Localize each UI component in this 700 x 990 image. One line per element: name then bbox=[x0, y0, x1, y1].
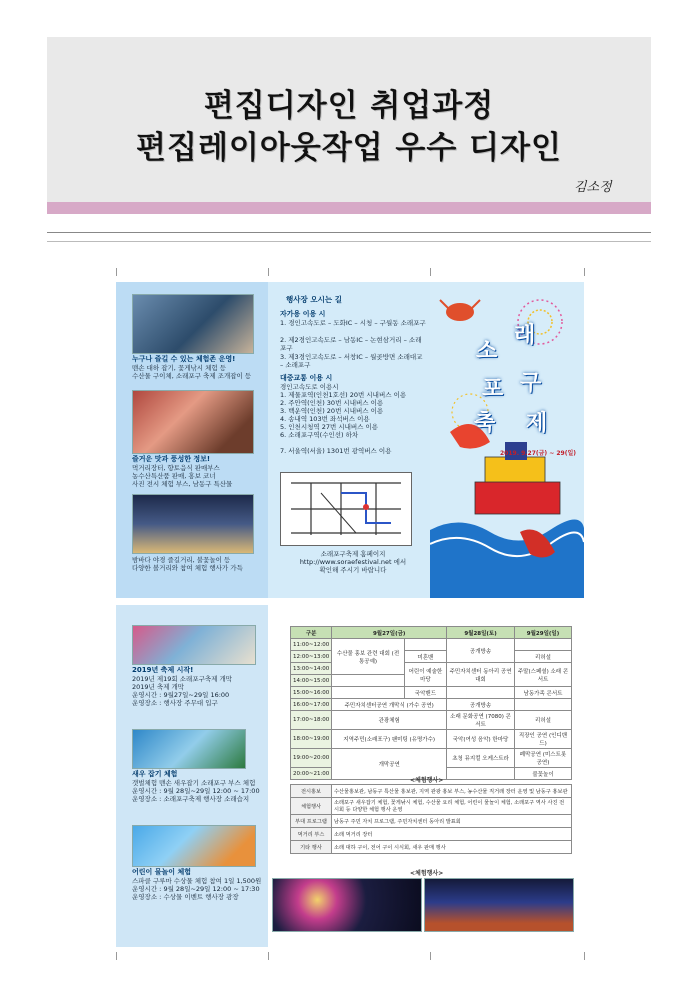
car-title: 자가용 이용 시 bbox=[280, 310, 326, 318]
table-row bbox=[291, 828, 572, 841]
table-row bbox=[291, 749, 572, 768]
item1-title: 누구나 즐길 수 있는 체험존 운영! bbox=[132, 355, 236, 363]
schedule-cell: 폐막공연 (미스트롯 공연) bbox=[515, 749, 572, 768]
schedule-cell: 공개방송 bbox=[447, 639, 515, 663]
schedule-cell bbox=[447, 687, 515, 699]
table-header-cell: 구분 bbox=[291, 627, 332, 639]
gray-divider bbox=[47, 232, 651, 242]
table-row bbox=[291, 699, 572, 711]
schedule-cell: 어린이 예술한마당 bbox=[404, 663, 446, 687]
b-item1-title: 2019년 축제 시작! bbox=[132, 666, 194, 674]
schedule-cell: 수산물 홍보 관련 대회 (전통공예) bbox=[332, 639, 404, 675]
table-header-cell: 9월27일(금) bbox=[332, 627, 447, 639]
info-label: 먹거리 부스 bbox=[291, 828, 332, 841]
photo-fish-catching bbox=[132, 294, 254, 354]
schedule-cell bbox=[515, 699, 572, 711]
schedule-cell: 미혼밴 bbox=[404, 651, 446, 663]
crop-mark bbox=[268, 952, 269, 960]
info-label: 체험행사 bbox=[291, 798, 332, 815]
info-text: 수산물홍보관, 남동구 특산물 홍보관, 지역 관광 홍보 부스, 농수산물 직거래 장터 운영 및 남동구 홍보관 bbox=[332, 785, 572, 798]
time-cell: 16:00~17:00 bbox=[291, 699, 332, 711]
item3-text: 밤바다 야경 즐길거리, 불꽃놀이 등 다양한 볼거리와 참여 체험 행사가 가득 bbox=[132, 556, 243, 572]
photo-stage-performance bbox=[424, 878, 574, 932]
info-label: 기타 행사 bbox=[291, 841, 332, 854]
table-row bbox=[291, 687, 572, 699]
pink-divider bbox=[47, 202, 651, 214]
schedule-table bbox=[290, 626, 572, 780]
info-table bbox=[290, 784, 572, 854]
table-row bbox=[291, 711, 572, 730]
info-label: 전시홍보 bbox=[291, 785, 332, 798]
b-item3-title: 어린이 물놀이 체험 bbox=[132, 868, 191, 876]
time-cell: 13:00~14:00 bbox=[291, 663, 332, 675]
page-title-line2: 편집레이아웃작업 우수 디자인 bbox=[136, 130, 562, 166]
photo-opening-ceremony bbox=[132, 625, 256, 665]
photo-kids-water bbox=[132, 825, 256, 867]
b-item2-title: 새우 잡기 체험 bbox=[132, 770, 178, 778]
route-map-icon bbox=[281, 473, 411, 545]
schedule-cell: 직장인 공연 (인디밴드) bbox=[515, 730, 572, 749]
time-cell: 20:00~21:00 bbox=[291, 768, 332, 780]
schedule-cell bbox=[404, 639, 446, 651]
crop-mark bbox=[584, 268, 585, 276]
bus-item: 2. 주안역(인천) 30번 시내버스 이용 bbox=[280, 399, 384, 407]
schedule-cell: 관광체험 bbox=[332, 711, 447, 730]
wave-icon bbox=[430, 519, 584, 598]
schedule-cell bbox=[515, 639, 572, 651]
b-item1-text: 2019년 제19회 소래포구축제 개막 2019년 축제 개막 운영시간 : 9월27일~29일 16:00 운영장소 : 행사장 주무대 입구 bbox=[132, 675, 233, 707]
schedule-cell: 국악(여성 음악) 한마당 bbox=[447, 730, 515, 749]
bus-item: 3. 백운역(인천) 20번 시내버스 이용 bbox=[280, 407, 384, 415]
cover-date: 2019. 9.27(금) ~ 29(일) bbox=[500, 450, 576, 457]
table-row bbox=[291, 798, 572, 815]
schedule-cell: 소래 문화공연 (7080) 콘서트 bbox=[447, 711, 515, 730]
time-cell: 18:00~19:00 bbox=[291, 730, 332, 749]
table-row bbox=[291, 815, 572, 828]
route-map bbox=[280, 472, 412, 546]
info-text: 소래포구 새우잡기 체험, 꽃게낚시 체험, 수산물 요리 체험, 어린이 물놀이 체험, 소래포구 역사 사진 전시회 등 다양한 체험 행사 운영 bbox=[332, 798, 572, 815]
info-text: 소래 대하 구이, 전어 구이 시식회, 새우 판매 행사 bbox=[332, 841, 572, 854]
table-row bbox=[291, 785, 572, 798]
info-text: 소래 먹거리 장터 bbox=[332, 828, 572, 841]
item2-text: 먹거리장터, 향토음식 판매부스 농수산특산품 판매, 홍보 코너 사진 전시 체험 부스, 남동구 특산물 bbox=[132, 464, 233, 488]
bus-item: 7. 서울역(서울) 1301번 광역버스 이용 bbox=[280, 447, 392, 455]
author-name: 김소정 bbox=[574, 180, 612, 195]
time-cell: 19:00~20:00 bbox=[291, 749, 332, 768]
crab-icon bbox=[440, 300, 480, 321]
time-cell: 11:00~12:00 bbox=[291, 639, 332, 651]
item1-text: 맨손 대하 잡기, 꽃게낚시 체험 등 수산물 구이체, 소래포구 축제 조개잡이 등 bbox=[132, 364, 252, 380]
table-header-cell: 9월28일(토) bbox=[447, 627, 515, 639]
info-text: 남동구 주민 자치 프로그램, 주민자치센터 동아리 발표회 bbox=[332, 815, 572, 828]
crop-mark bbox=[430, 952, 431, 960]
map-caption: 소래포구축제 홈페이지 http://www.soraefestival.net 에서 확인해 주시기 바랍니다 bbox=[299, 550, 407, 574]
photo-heading: <체험행사> bbox=[410, 870, 444, 877]
crop-mark bbox=[116, 952, 117, 960]
schedule-cell: 지역주민(소래포구) 팬미팅 (유명가수) bbox=[332, 730, 447, 749]
car-item-3: 3. 제3경인고속도로 – 서창IC – 월곶방면 소래대교 – 소래포구 bbox=[280, 353, 423, 369]
page-title-line1: 편집디자인 취업과정 bbox=[203, 88, 495, 124]
car-item-2: 2. 제2경인고속도로 – 남동IC – 논현삼거리 – 소래포구 bbox=[280, 336, 422, 352]
time-cell: 14:00~15:00 bbox=[291, 675, 332, 687]
table-row bbox=[291, 639, 572, 651]
time-cell: 17:00~18:00 bbox=[291, 711, 332, 730]
item2-title: 즐거운 맛과 풍성한 정보! bbox=[132, 455, 211, 463]
schedule-cell: 초청 뮤지컬 오케스트라 bbox=[447, 749, 515, 768]
cover-char: 래 bbox=[514, 323, 536, 348]
b-item3-text: 스파클 구루마 수상물 체험 참여 1일 1,500원 운영시간 : 9월 28일~29일 12:00 ~ 17:30 운영장소 : 수상물 이벤트 행사장 광장 bbox=[132, 877, 262, 901]
table-row bbox=[291, 841, 572, 854]
schedule-cell: 주말(스페셜) 소래 콘서트 bbox=[515, 663, 572, 687]
info-heading: <체험행사> bbox=[410, 777, 444, 784]
schedule-cell: 리허설 bbox=[515, 651, 572, 663]
cover-char: 축 bbox=[474, 411, 496, 436]
schedule-cell: 개막공연 bbox=[332, 749, 447, 780]
schedule-cell bbox=[332, 687, 404, 699]
time-cell: 12:00~13:00 bbox=[291, 651, 332, 663]
bus-item: 1. 제물포역(인천1호선) 20번 시내버스 이용 bbox=[280, 391, 407, 399]
brochure-panel-top-middle bbox=[268, 282, 430, 598]
schedule-cell: 공개방송 bbox=[447, 699, 515, 711]
brochure-cover bbox=[430, 282, 584, 598]
brochure-panel-bottom-left bbox=[116, 605, 268, 947]
info-label: 부대 프로그램 bbox=[291, 815, 332, 828]
cover-char: 구 bbox=[520, 371, 542, 396]
bus-item: 5. 인천시청역 27번 시내버스 이용 bbox=[280, 423, 379, 431]
photo-fireworks bbox=[272, 878, 422, 932]
bus-item: 6. 소래포구역(수인선) 하차 bbox=[280, 431, 359, 439]
schedule-cell: 리허설 bbox=[515, 711, 572, 730]
photo-crab-market bbox=[132, 390, 254, 454]
table-row bbox=[291, 730, 572, 749]
crop-mark bbox=[268, 268, 269, 276]
cover-char: 소 bbox=[476, 339, 498, 364]
cover-char: 제 bbox=[526, 411, 548, 436]
schedule-cell bbox=[447, 768, 515, 780]
time-cell: 15:00~16:00 bbox=[291, 687, 332, 699]
cover-char: 포 bbox=[482, 377, 504, 402]
schedule-cell: 남동가족 콘서트 bbox=[515, 687, 572, 699]
car-item-1: 1. 경인고속도로 – 도화IC – 시청 – 구월동 소래포구 bbox=[280, 319, 426, 327]
photo-shrimp-catching bbox=[132, 729, 246, 769]
table-header-cell: 9월29일(일) bbox=[515, 627, 572, 639]
schedule-cell: 국악밴드 bbox=[404, 687, 446, 699]
bus-item: 경인고속도로 이용시 bbox=[280, 383, 339, 391]
bus-title: 대중교통 이용 시 bbox=[280, 374, 333, 382]
directions-heading: 행사장 오시는 길 bbox=[286, 295, 342, 304]
bus-item: 4. 송내역 103번 좌석버스 이용 bbox=[280, 415, 370, 423]
crop-mark bbox=[584, 952, 585, 960]
schedule-cell: 주민자치센터공연 개막식 (가수 공연) bbox=[332, 699, 447, 711]
brochure-panel-top-left bbox=[116, 282, 268, 598]
table-header-row bbox=[291, 627, 572, 639]
crop-mark bbox=[430, 268, 431, 276]
schedule-cell bbox=[332, 675, 404, 687]
schedule-cell: 불꽃놀이 bbox=[515, 768, 572, 780]
crop-mark bbox=[116, 268, 117, 276]
schedule-cell: 주민자치센터 동아리 공연대회 bbox=[447, 663, 515, 687]
photo-night-festival bbox=[132, 494, 254, 554]
cover-illustration bbox=[430, 282, 584, 598]
b-item2-text: 갯벌체험 맨손 새우잡기 소래포구 부스 체험 운영시간 : 9월 28일~29일 12:00 ~ 17:00 운영장소 : 소래포구축제 행사장 소래습지 bbox=[132, 779, 260, 803]
